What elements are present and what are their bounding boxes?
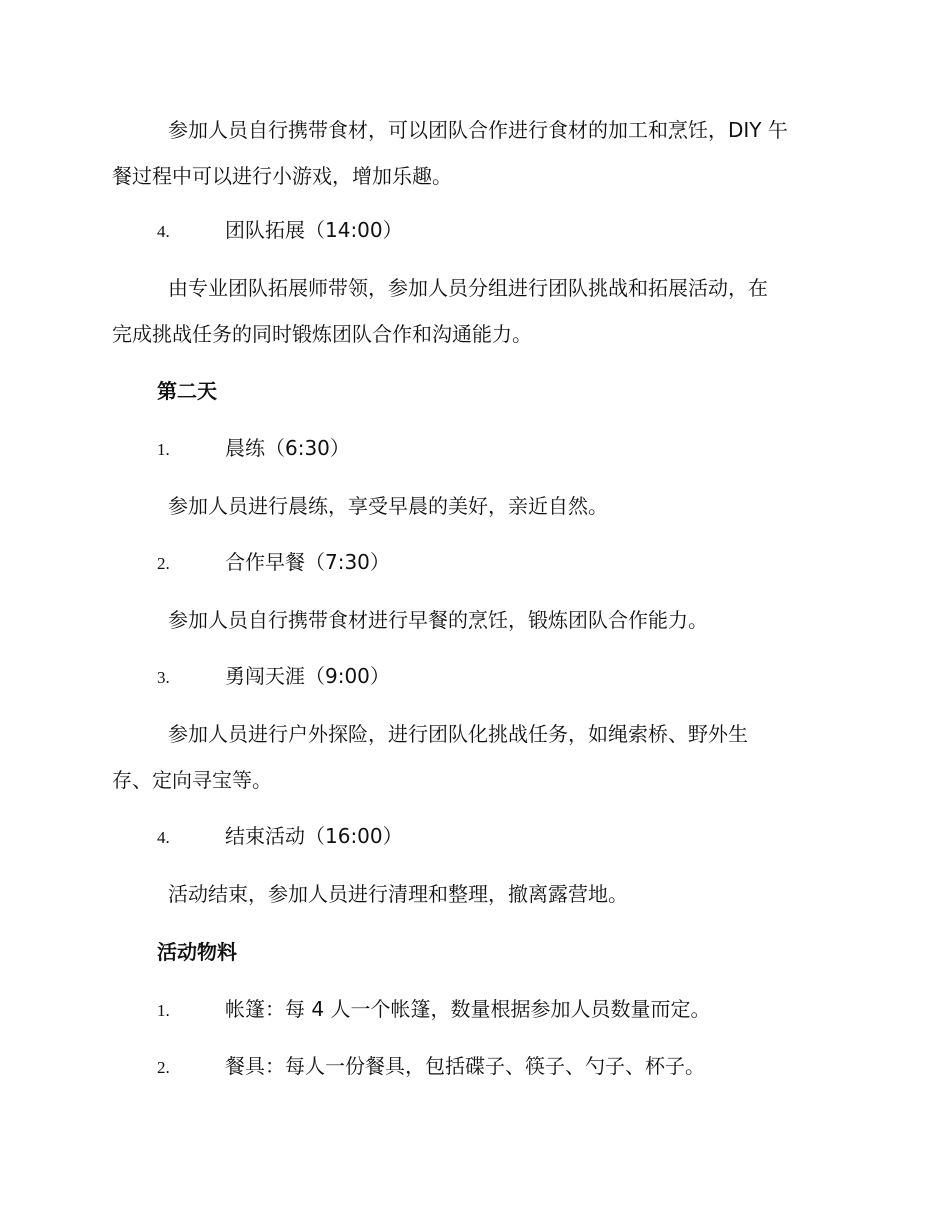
list-number: 2. — [157, 554, 170, 573]
morning-exercise-description — [112, 483, 842, 529]
list-number: 1. — [157, 440, 170, 459]
list-item-text: 合作早餐（7:30） — [225, 550, 390, 574]
list-item-adventure — [157, 661, 390, 693]
section-heading-day2: 第二天 — [157, 379, 217, 403]
list-item-text: 餐具：每人一份餐具，包括碟子、筷子、勺子、杯子。 — [225, 1054, 705, 1078]
list-number: 1. — [157, 1001, 170, 1020]
list-item-end-activity — [157, 821, 403, 853]
lunch-description-line2: 餐过程中可以进行小游戏，增加乐趣。 — [112, 164, 452, 188]
list-item-text: 团队拓展（14:00） — [225, 218, 403, 242]
list-item-text: 帐篷：每 4 人一个帐篷，数量根据参加人员数量而定。 — [225, 997, 711, 1021]
description-text: 参加人员自行携带食材进行早餐的烹饪，锻炼团队合作能力。 — [168, 608, 708, 632]
end-activity-description — [112, 871, 842, 917]
list-number: 2. — [157, 1058, 170, 1077]
team-expansion-description — [112, 265, 842, 357]
list-number: 3. — [157, 668, 170, 687]
list-item-cooperative-breakfast — [157, 547, 390, 579]
team-expansion-description-line1: 由专业团队拓展师带领，参加人员分组进行团队挑战和拓展活动，在 — [168, 276, 768, 300]
list-item-tents — [157, 994, 710, 1026]
description-line1: 参加人员进行户外探险，进行团队化挑战任务，如绳索桥、野外生 — [168, 722, 748, 746]
list-item-text: 结束活动（16:00） — [225, 824, 403, 848]
lunch-description-line1: 参加人员自行携带食材，可以团队合作进行食材的加工和烹饪，DIY 午 — [168, 118, 788, 142]
adventure-description — [112, 711, 842, 803]
team-expansion-description-line2: 完成挑战任务的同时锻炼团队合作和沟通能力。 — [112, 322, 532, 346]
list-item-text: 勇闯天涯（9:00） — [225, 664, 390, 688]
list-number: 4. — [157, 828, 170, 847]
section-heading-materials: 活动物料 — [157, 940, 237, 964]
list-item-text: 晨练（6:30） — [225, 436, 350, 460]
list-item-morning-exercise — [157, 433, 350, 465]
description-text: 参加人员进行晨练，享受早晨的美好，亲近自然。 — [168, 494, 608, 518]
list-number: 4. — [157, 222, 170, 241]
list-item-team-expansion — [157, 215, 403, 247]
list-item-tableware — [157, 1051, 705, 1083]
breakfast-description — [112, 597, 842, 643]
description-text: 活动结束，参加人员进行清理和整理，撤离露营地。 — [168, 882, 628, 906]
lunch-description — [112, 107, 842, 199]
description-line2: 存、定向寻宝等。 — [112, 768, 272, 792]
